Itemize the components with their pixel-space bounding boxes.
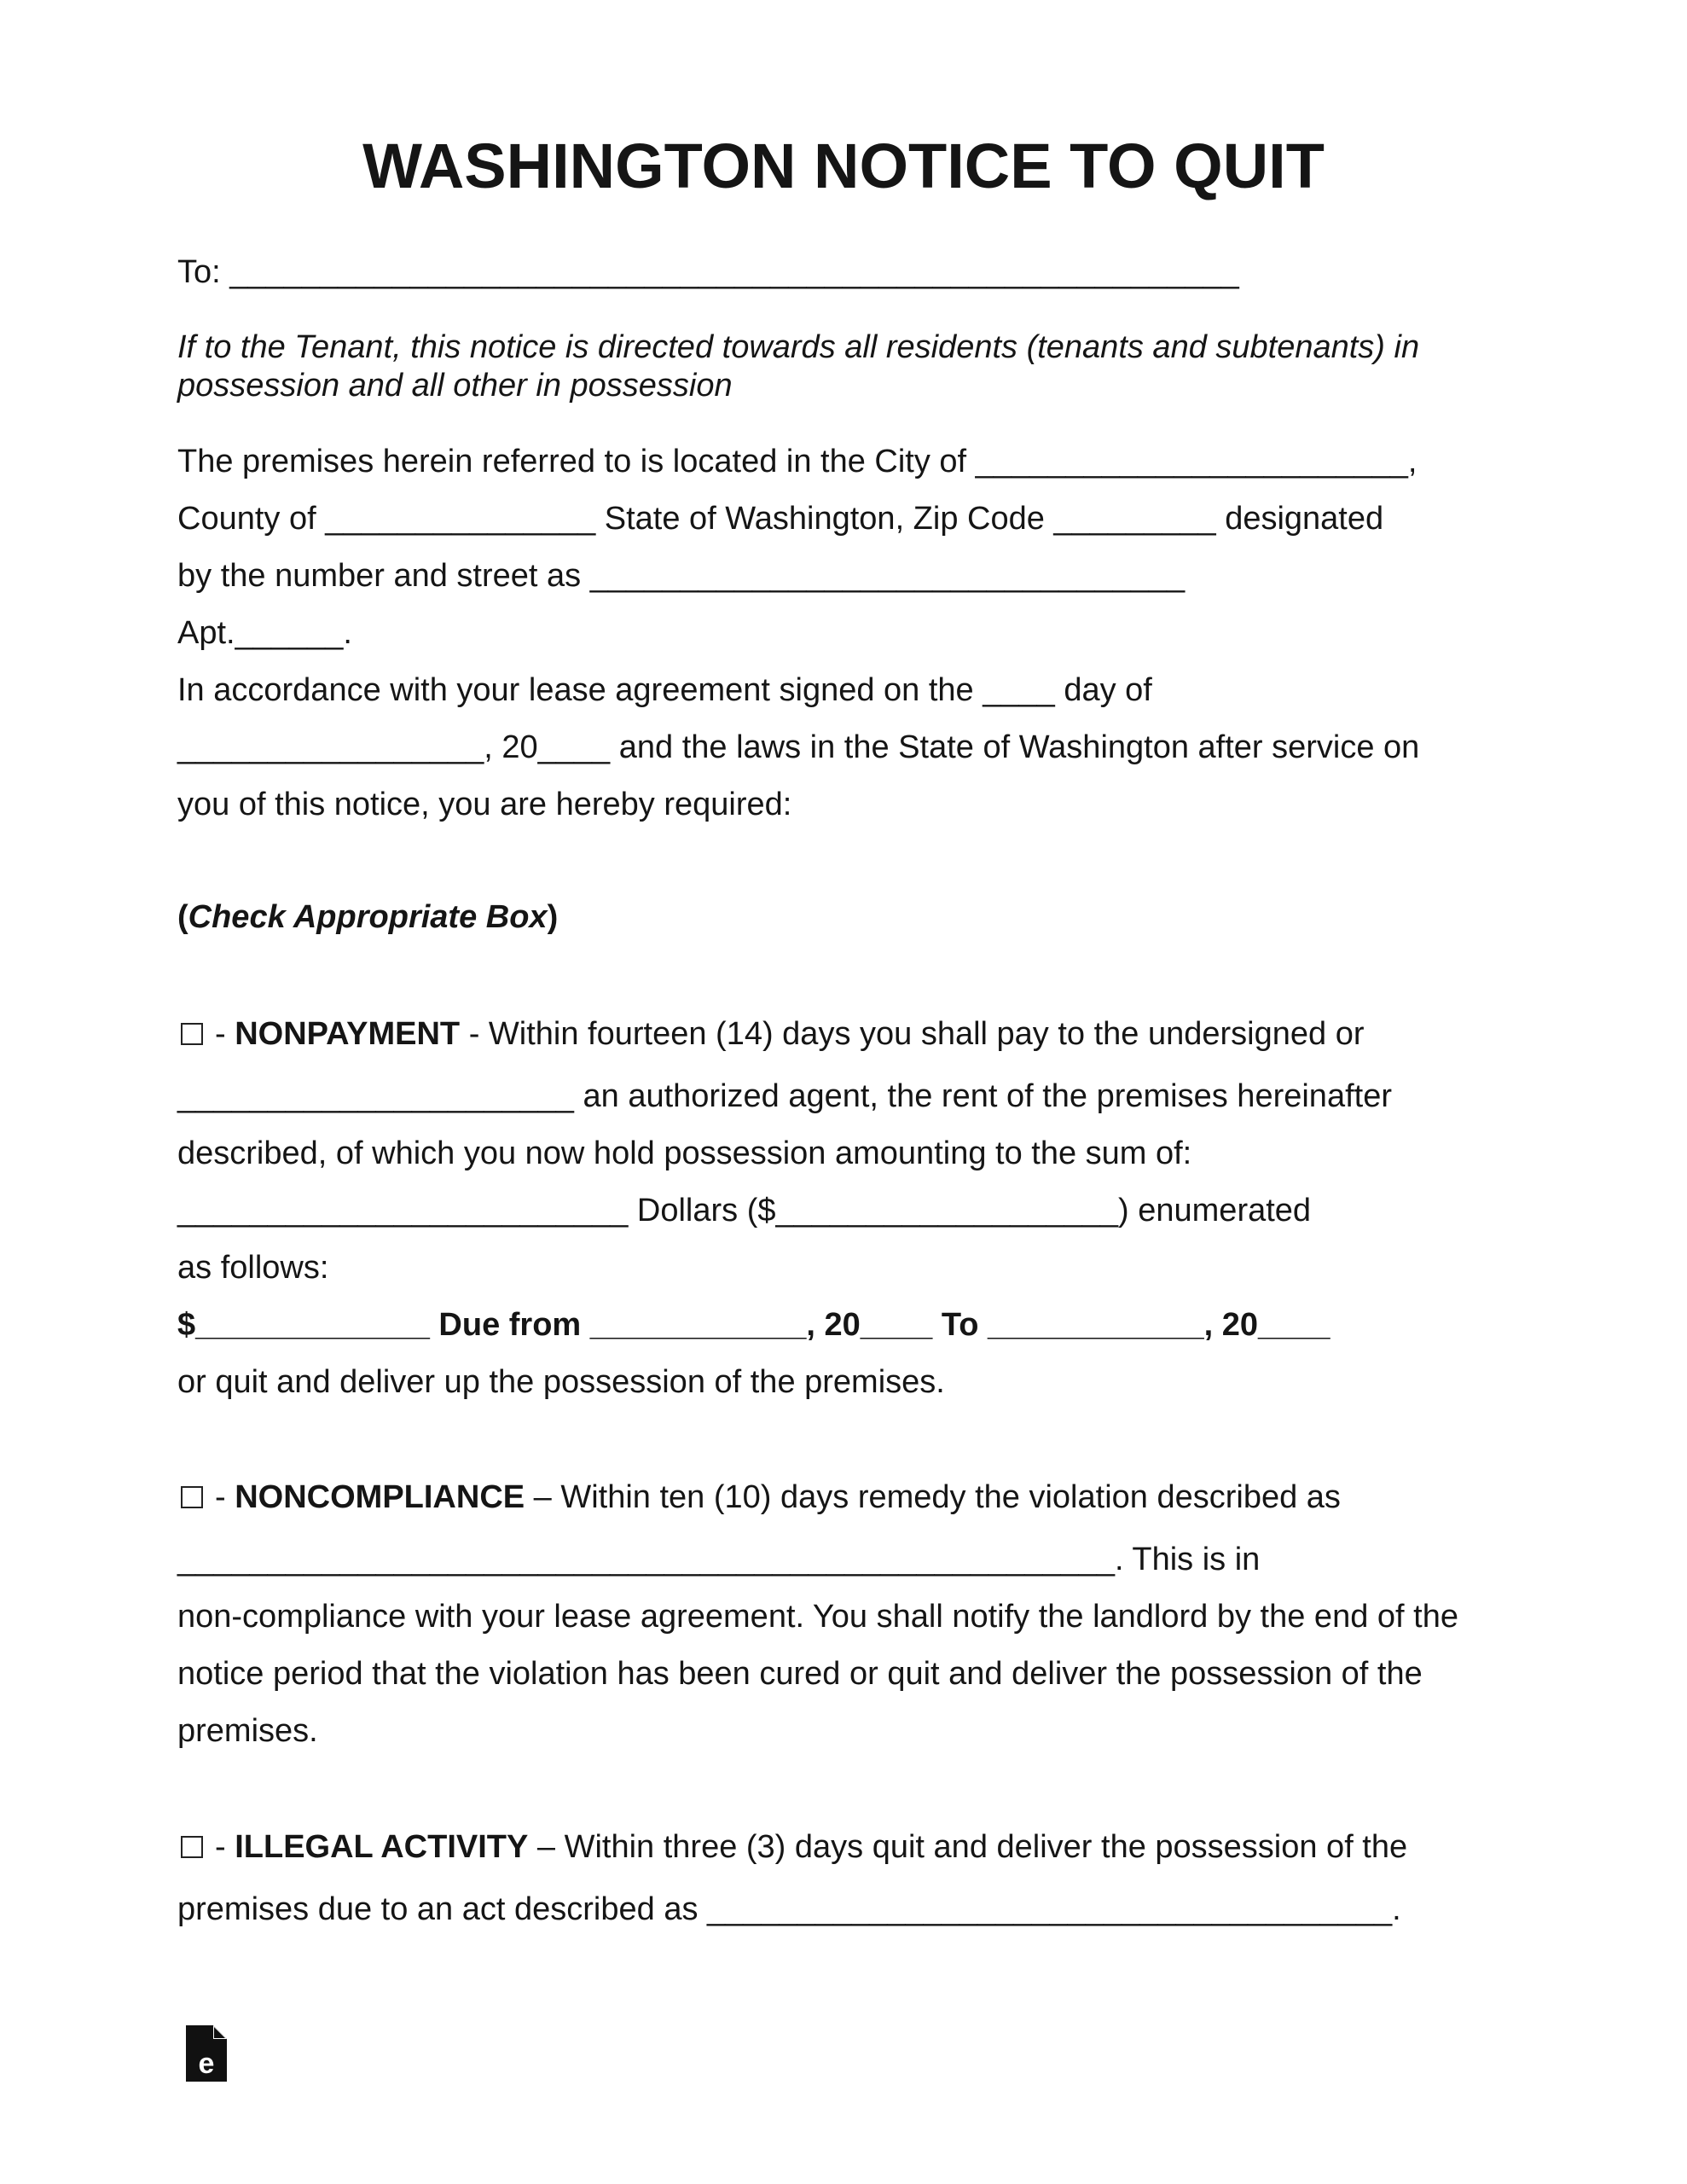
illegal-title: ILLEGAL ACTIVITY [235,1829,529,1865]
premises-line-1: The premises herein referred to is located in the City of ________________________, [177,444,1417,479]
lease-line-1: In accordance with your lease agreement signed on the ____ day of [177,672,1152,708]
lease-line-2: _________________, 20____ and the laws in the State of Washington after service on [177,729,1420,765]
premises-line-2: County of _______________ State of Washington, Zip Code _________ designated [177,501,1384,537]
noncompliance-title: NONCOMPLIANCE [235,1479,525,1515]
premises-line-3: by the number and street as _________________________________ [177,558,1186,594]
noncompliance-line-4: notice period that the violation has been cured or quit and deliver the possession of the [177,1656,1423,1692]
svg-text:e: e [198,2048,215,2080]
nonpayment-line-7: or quit and deliver up the possession of the premises. [177,1364,945,1400]
nonpayment-line-4: _________________________ Dollars ($___________________) enumerated [177,1193,1312,1228]
illegal-heading [177,1827,1407,1867]
intro-line-1: If to the Tenant, this notice is directed towards all residents (tenants and subtenants) in [177,329,1420,365]
nonpayment-line-1: - Within fourteen (14) days you shall pay to the undersigned or [460,1016,1365,1052]
noncompliance-line-5: premises. [177,1713,318,1749]
noncompliance-dash: - [215,1479,235,1515]
nonpayment-title: NONPAYMENT [235,1016,461,1052]
lease-line-3: you of this notice, you are hereby required: [177,787,792,822]
nonpayment-heading [177,1014,1365,1054]
check-instruction-label: Check Appropriate Box [188,899,548,935]
document-logo-icon [186,2025,227,2082]
noncompliance-heading [177,1478,1341,1517]
illegal-dash: - [215,1829,235,1865]
noncompliance-checkbox[interactable] [181,1486,203,1508]
nonpayment-line-6: $_____________ Due from ____________, 20____ To ____________, 20____ [177,1307,1330,1343]
nonpayment-line-2: ______________________ an authorized agent, the rent of the premises hereinafter [177,1078,1392,1114]
noncompliance-line-3: non-compliance with your lease agreement. You shall notify the landlord by the end of the [177,1599,1458,1635]
check-close-paren: ) [547,899,559,935]
to-line: To: ________________________________________________________ [177,254,1239,290]
illegal-line-1: – Within three (3) days quit and deliver the possession of the [528,1829,1408,1865]
check-open-paren: ( [177,899,188,935]
nonpayment-line-5: as follows: [177,1250,329,1286]
nonpayment-line-3: described, of which you now hold possession amounting to the sum of: [177,1136,1192,1171]
premises-line-4: Apt.______. [177,615,352,651]
illegal-line-2: premises due to an act described as ______________________________________. [177,1891,1401,1927]
check-instruction [177,897,558,937]
illegal-checkbox[interactable] [181,1836,203,1858]
intro-line-2: possession and all other in possession [177,368,733,404]
nonpayment-dash: - [215,1016,235,1052]
nonpayment-checkbox[interactable] [181,1023,203,1045]
noncompliance-line-1: – Within ten (10) days remedy the violation described as [525,1479,1341,1515]
noncompliance-line-2: ____________________________________________________. This is in [177,1542,1261,1577]
document-title: WASHINGTON NOTICE TO QUIT [362,131,1325,201]
